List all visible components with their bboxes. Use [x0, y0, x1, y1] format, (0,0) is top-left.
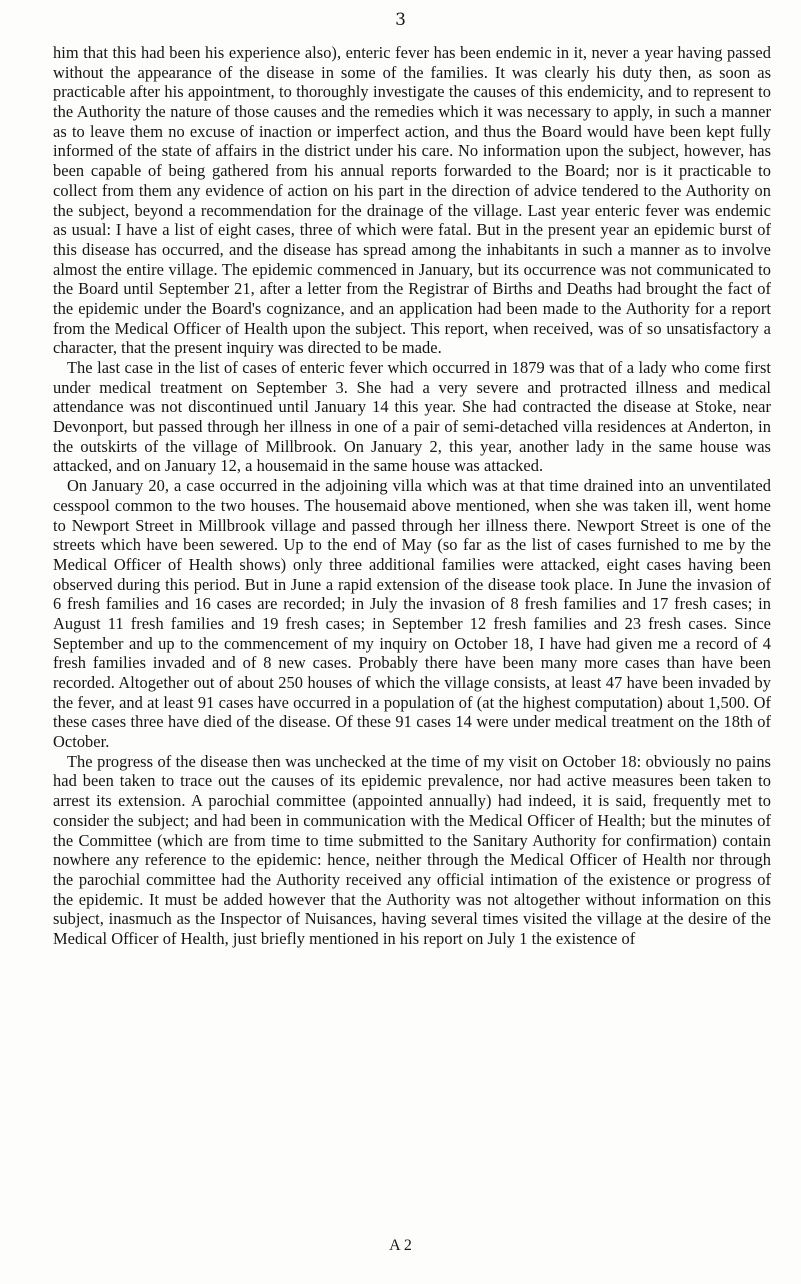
paragraph-2: The last case in the list of cases of enteric fever which occurred in 1879 was that of a lady who come first under medical treatment on September 3. She had a very severe and protracted illness and medical attendance was not discontinued until January 14 this year. She had contracted the disease at Stoke, near Devonport, but passed through her illness in one of a pair of semi-detached villa residences at Anderton, in the outskirts of the village of Millbrook. On January 2, this year, another lady in the same house was attacked, and on January 12, a housemaid in the same house was attacked. [53, 358, 771, 476]
paragraph-3: On January 20, a case occurred in the adjoining villa which was at that time drained into an unventilated cesspool common to the two houses. The housemaid above mentioned, when she was taken ill, went home to Newport Street in Millbrook village and passed through her illness there. Newport Street is one of the streets which have been sewered. Up to the end of May (so far as the list of cases furnished to me by the Medical Officer of Health shows) only three additional families were attacked, eight cases having been observed during this period. But in June a rapid extension of the disease took place. In June the invasion of 6 fresh families and 16 cases are recorded; in July the invasion of 8 fresh families and 17 fresh cases; in August 11 fresh families and 19 fresh cases; in September 12 fresh families and 23 fresh cases. Since September and up to the commencement of my inquiry on October 18, I have had given me a record of 4 fresh families invaded and of 8 new cases. Probably there have been many more cases than have been recorded. Altogether out of about 250 houses of which the village consists, at least 47 have been invaded by the fever, and at least 91 cases have occurred in a population of (at the highest computation) about 1,500. Of these cases three have died of the disease. Of these 91 cases 14 were under medical treatment on the 18th of October. [53, 476, 771, 752]
signature-mark: A 2 [389, 1237, 412, 1254]
body-text [53, 43, 771, 949]
paragraph-1: him that this had been his experience also), enteric fever has been endemic in it, never a year having passed without the appearance of the disease in some of the families. It was clearly his duty then, as soon as practicable after his appointment, to thoroughly investigate the causes of this endemicity, and to represent to the Authority the nature of those causes and the remedies which it was necessary to apply, in such a manner as to leave them no excuse of inaction or imperfect action, and thus the Board would have been kept fully informed of the state of affairs in the district under his care. No information upon the subject, however, has been capable of being gathered from his annual reports forwarded to the Board; nor is it practicable to collect from them any evidence of action on his part in the direction of advice tendered to the Authority on the subject, beyond a recommendation for the drainage of the village. Last year enteric fever was endemic as usual: I have a list of eight cases, three of which were fatal. But in the present year an epidemic burst of this disease has occurred, and the disease has spread among the inhabitants in such a manner as to involve almost the entire village. The epidemic commenced in January, but its occurrence was not communicated to the Board until September 21, after a letter from the Registrar of Births and Deaths had brought the fact of the epidemic under the Board's cognizance, and an application had been made to the Authority for a report from the Medical Officer of Health upon the subject. This report, when received, was of so unsatisfactory a character, that the present inquiry was directed to be made. [53, 43, 771, 358]
paragraph-4: The progress of the disease then was unchecked at the time of my visit on October 18: obviously no pains had been taken to trace out the causes of its epidemic prevalence, nor had active measures been taken to arrest its extension. A parochial committee (appointed annually) had indeed, it is said, frequently met to consider the subject; and had been in communication with the Medical Officer of Health; but the minutes of the Committee (which are from time to time submitted to the Sanitary Authority for confirmation) contain nowhere any reference to the epidemic: hence, neither through the Medical Officer of Health nor through the parochial committee had the Authority received any official intimation of the existence or progress of the epidemic. It must be added however that the Authority was not altogether without information on this subject, inasmuch as the Inspector of Nuisances, having several times visited the village at the desire of the Medical Officer of Health, just briefly mentioned in his report on July 1 the existence of [53, 751, 771, 948]
page-number: 3 [395, 10, 406, 30]
